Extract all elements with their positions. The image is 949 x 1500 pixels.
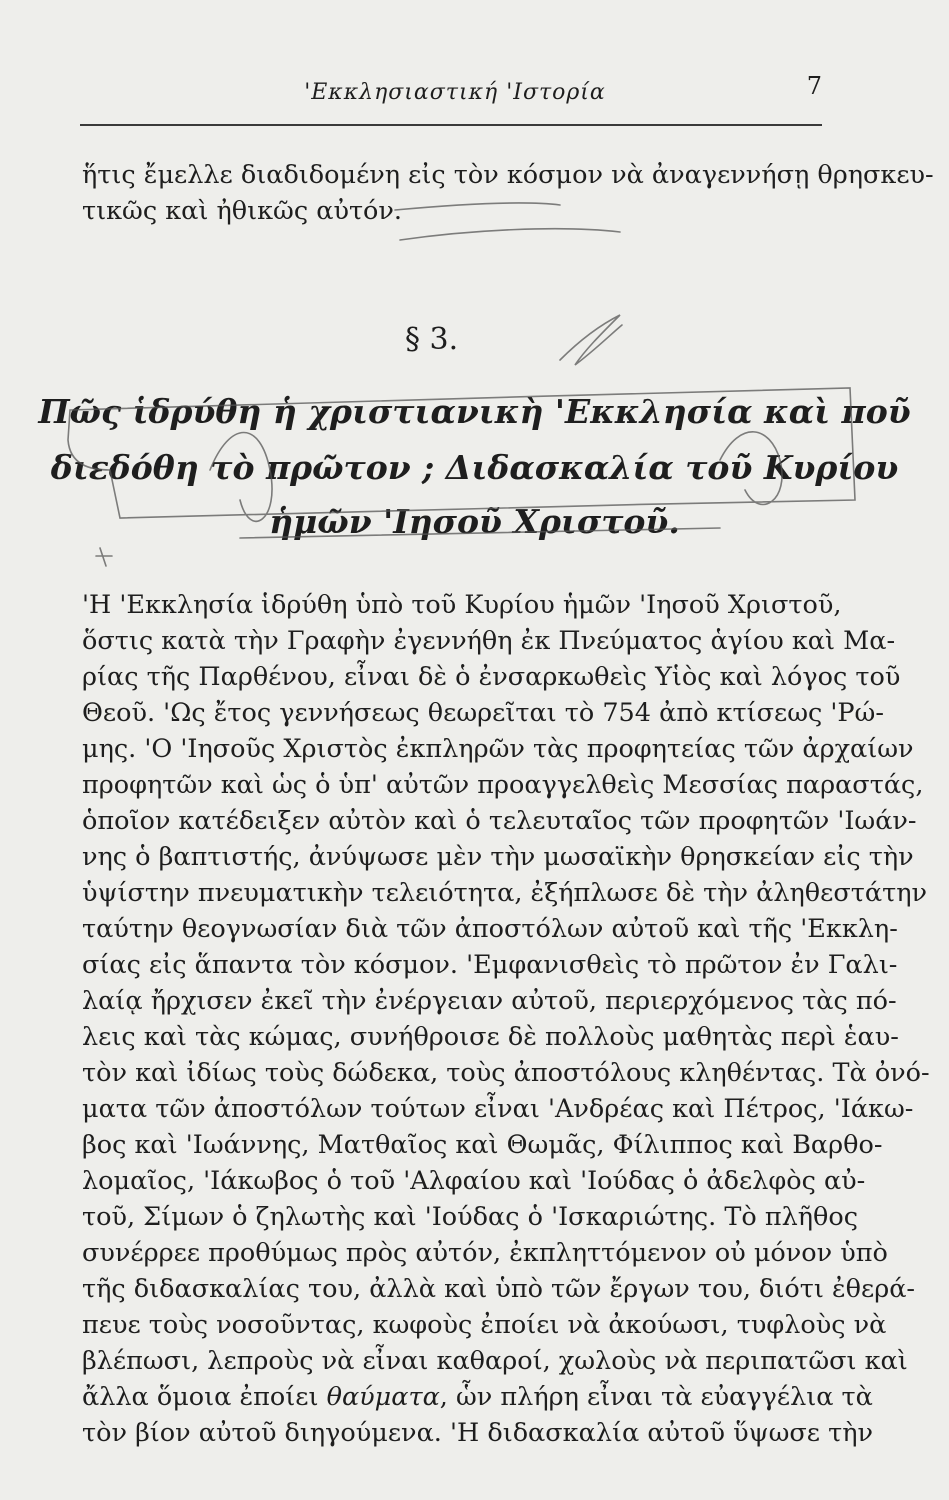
body-line: προφητῶν καὶ ὡς ὁ ὑπ' αὐτῶν προαγγελθεὶς Μεσσίας παραστάς,: [82, 770, 924, 800]
body-line: τοῦ, Σίμων ὁ ζηλωτὴς καὶ 'Ιούδας ὁ 'Ισκαριώτης. Τὸ πλῆθος: [82, 1202, 859, 1232]
underline-mark: [240, 528, 720, 538]
emphasized-word: θαύματα: [326, 1382, 440, 1412]
scribble-mark: [395, 203, 620, 240]
body-line: ὁποῖον κατέδειξεν αὐτὸν καὶ ὁ τελευταῖος τῶν προφητῶν 'Ιωάν-: [82, 806, 917, 836]
body-line: νης ὁ βαπτιστής, ἀνύψωσε μὲν τὴν μωσαϊκὴν θρησκείαν εἰς τὴν: [82, 842, 914, 872]
scribble-mark: [210, 433, 272, 522]
body-line: ρίας τῆς Παρθένου, εἶναι δὲ ὁ ἐνσαρκωθεὶς Υἱὸς καὶ λόγος τοῦ: [82, 662, 901, 692]
body-line: ὑψίστην πνευματικὴν τελειότητα, ἐξήπλωσε δὲ τὴν ἀληθεστάτην: [82, 878, 927, 908]
section-mark: § 3.: [405, 322, 459, 357]
section-heading-line: Πῶς ἱδρύθη ἡ χριστιανικὴ 'Εκκλησία καὶ ποῦ: [38, 392, 911, 431]
intro-line: ἥτις ἔμελλε διαδιδομένη εἰς τὸν κόσμον νὰ ἀναγεννήσῃ θρησκευ-: [82, 160, 934, 190]
body-line: ματα τῶν ἀποστόλων τούτων εἶναι 'Ανδρέας καὶ Πέτρος, 'Ιάκω-: [82, 1094, 914, 1124]
body-line: τῆς διδασκαλίας του, ἀλλὰ καὶ ὑπὸ τῶν ἔργων του, διότι ἐθερά-: [82, 1274, 916, 1304]
page-number: 7: [806, 72, 822, 100]
heading-box-mark: [68, 388, 855, 518]
body-line: βλέπωσι, λεπροὺς νὰ εἶναι καθαροί, χωλοὺς νὰ περιπατῶσι καὶ: [82, 1346, 908, 1376]
body-line: πευε τοὺς νοσοῦντας, κωφοὺς ἐποίει νὰ ἀκούωσι, τυφλοὺς νὰ: [82, 1310, 887, 1340]
body-line: ὅστις κατὰ τὴν Γραφὴν ἐγεννήθη ἐκ Πνεύματος ἁγίου καὶ Μα-: [82, 626, 896, 656]
body-line: τὸν βίον αὐτοῦ διηγούμενα. 'Η διδασκαλία αὐτοῦ ὕψωσε τὴν: [82, 1418, 874, 1448]
body-line: Θεοῦ. 'Ως ἔτος γεννήσεως θεωρεῖται τὸ 754 ἀπὸ κτίσεως 'Ρώ-: [82, 698, 884, 728]
body-line: μης. 'Ο 'Ιησοῦς Χριστὸς ἐκπληρῶν τὰς προφητείας τῶν ἀρχαίων: [82, 734, 914, 764]
section-heading-line: ἡμῶν 'Ιησοῦ Χριστοῦ.: [269, 502, 680, 541]
body-text: , ὧν πλήρη εἶναι τὰ εὐαγγέλια τὰ: [439, 1382, 873, 1412]
body-line: 'Η 'Εκκλησία ἱδρύθη ὑπὸ τοῦ Κυρίου ἡμῶν 'Ιησοῦ Χριστοῦ,: [82, 590, 842, 620]
body-line: τὸν καὶ ἰδίως τοὺς δώδεκα, τοὺς ἀποστόλους κληθέντας. Τὰ ὀνό-: [82, 1058, 930, 1088]
body-text: ἄλλα ὅμοια ἐποίει: [82, 1382, 327, 1412]
scribble-mark: [720, 432, 782, 505]
scribble-mark: [560, 315, 622, 365]
section-heading-line: διεδόθη τὸ πρῶτον ; Διδασκαλία τοῦ Κυρίου: [50, 448, 899, 487]
body-line: συνέρρεε προθύμως πρὸς αὐτόν, ἐκπληττόμενον οὐ μόνον ὑπὸ: [82, 1238, 888, 1268]
cross-mark: [96, 548, 112, 566]
body-line: ταύτην θεογνωσίαν διὰ τῶν ἀποστόλων αὐτοῦ καὶ τῆς 'Εκκλη-: [82, 914, 898, 944]
body-line: λαίᾳ ἤρχισεν ἐκεῖ τὴν ἐνέργειαν αὐτοῦ, περιερχόμενος τὰς πό-: [82, 986, 897, 1016]
body-line: βος καὶ 'Ιωάννης, Ματθαῖος καὶ Θωμᾶς, Φίλιππος καὶ Βαρθο-: [82, 1130, 883, 1160]
body-line: σίας εἰς ἅπαντα τὸν κόσμον. 'Εμφανισθεὶς τὸ πρῶτον ἐν Γαλι-: [82, 950, 898, 980]
running-title: 'Εκκλησιαστική 'Ιστορία: [304, 80, 606, 105]
body-line: λεις καὶ τὰς κώμας, συνήθροισε δὲ πολλοὺς μαθητὰς περὶ ἑαυ-: [82, 1022, 899, 1052]
intro-line: τικῶς καὶ ἠθικῶς αὐτόν.: [82, 196, 403, 226]
body-line: λομαῖος, 'Ιάκωβος ὁ τοῦ 'Αλφαίου καὶ 'Ιούδας ὁ ἀδελφὸς αὐ-: [82, 1166, 866, 1196]
